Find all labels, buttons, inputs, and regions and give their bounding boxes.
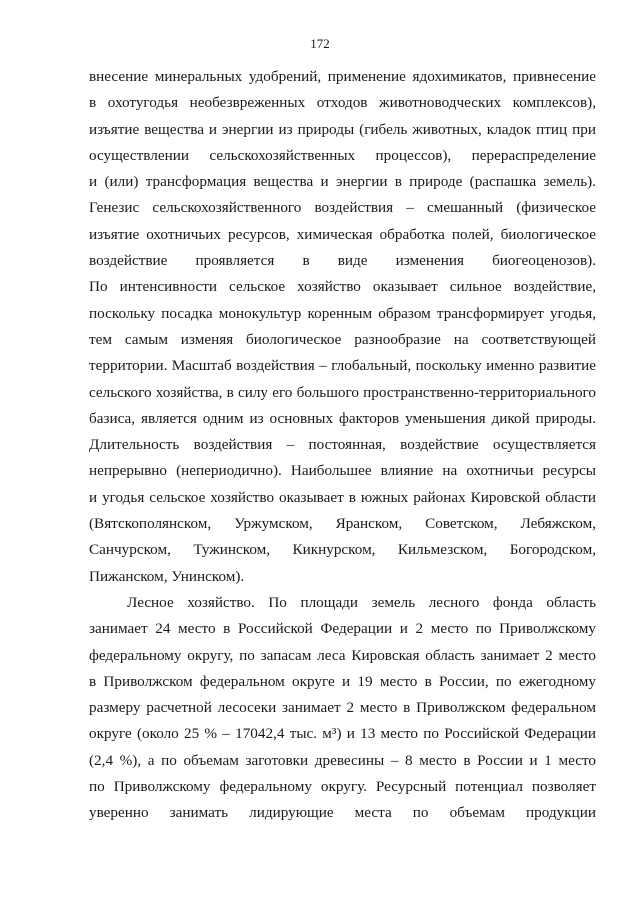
text-line: внесение минеральных удобрений, применение ядохимикатов, привнесение	[89, 68, 596, 85]
text-line: Санчурском, Тужинском, Кикнурском, Кильмезском, Богородском,	[89, 541, 596, 559]
text-line: осуществлении сельскохозяйственных процессов), перераспределение	[89, 146, 596, 164]
text-line: (2,4 %), а по объемам заготовки древесины – 8 место в России и 1 место	[89, 751, 596, 769]
text-line: округе (около 25 % – 17042,4 тыс. м³) и 13 место по Российской Федерации	[89, 725, 596, 743]
text-line: и угодья сельское хозяйство оказывает в южных районах Кировской области	[89, 488, 596, 506]
text-line: федеральному округу, по запасам леса Кировская область занимает 2 место	[89, 646, 596, 664]
text-line: и (или) трансформация вещества и энергии в природе (распашка земель).	[89, 173, 596, 191]
text-line: сельского хозяйства, в силу его большого пространственно-территориального	[89, 383, 596, 401]
text-line: Длительность воздействия – постоянная, воздействие осуществляется	[89, 436, 596, 454]
text-line: занимает 24 место в Российской Федерации и 2 место по Приволжскому	[89, 620, 596, 638]
text-line: (Вятскополянском, Уржумском, Яранском, Советском, Лебяжском,	[89, 515, 596, 533]
text-line: в охотугодья необезвреженных отходов животноводческих комплексов),	[89, 94, 596, 112]
text-line: территории. Масштаб воздействия – глобальный, поскольку именно развитие	[89, 357, 596, 375]
text-line: в Приволжском федеральном округе и 19 место в России, по ежегодному	[89, 672, 596, 690]
text-line: Лесное хозяйство. По площади земель лесного фонда область	[127, 593, 596, 611]
text-line: По интенсивности сельское хозяйство оказывает сильное воздействие,	[89, 278, 596, 296]
text-line: тем самым изменяя биологическое разнообразие на соответствующей	[89, 330, 596, 348]
document-body	[89, 64, 596, 827]
text-line: базиса, является одним из основных факторов уменьшения дикой природы.	[89, 409, 596, 427]
page-number: 172	[310, 36, 330, 51]
text-line: непрерывно (непериодично). Наибольшее влияние на охотничьи ресурсы	[89, 462, 596, 480]
text-line: изъятие охотничьих ресурсов, химическая обработка полей, биологическое	[89, 225, 596, 243]
text-line: Генезис сельскохозяйственного воздействия – смешанный (физическое	[89, 199, 596, 217]
text-line: воздействие проявляется в виде изменения биогеоценозов).	[89, 252, 596, 270]
text-line: Пижанском, Унинском).	[89, 567, 245, 585]
paragraph	[89, 64, 596, 590]
text-line: изъятие вещества и энергии из природы (гибель животных, кладок птиц при	[89, 120, 596, 138]
text-line: размеру расчетной лесосеки занимает 2 место в Приволжском федеральном	[89, 699, 596, 717]
text-line: уверенно занимать лидирующие места по объемам продукции	[89, 804, 596, 822]
text-line: по Приволжскому федеральному округу. Ресурсный потенциал позволяет	[89, 778, 596, 796]
text-line: поскольку посадка монокультур коренным образом трансформирует угодья,	[89, 304, 596, 322]
paragraph	[89, 590, 596, 827]
